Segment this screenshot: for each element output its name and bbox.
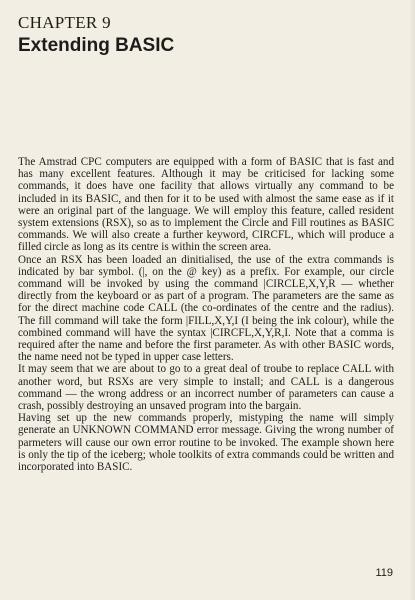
paragraph-intro: The Amstrad CPC computers are equipped with a form of BASIC that is fast and has many excellent features. Although it may be criticised for lacking some commands, it does have one facility that allows virtually any command to be included in its BASIC, and then for it to be used with almost the same ease as if it were an original part of the language. We will employ this feature, called resident system extensions (RSX), so as to implement the Circle and Fill routines as BASIC commands. We will also create a further keyword, CIRCFL, which will produce a filled circle as long as its centre is within the screen area. — [18, 156, 394, 254]
body-text — [18, 156, 394, 473]
chapter-title: Extending BASIC — [18, 35, 175, 56]
page-number: 119 — [375, 567, 393, 579]
paragraph-error-handling: Having set up the new commands properly, mistyping the name will simply generate an UNKNOWN COMMAND error message. Giving the wrong number of parmeters will cause our own error routine to be invoked. The example shown here is only the tip of the iceberg; whole toolkits of extra commands could be written and incorporated into BASIC. — [18, 412, 394, 474]
chapter-label: CHAPTER 9 — [18, 13, 111, 32]
page-edge-shadow — [409, 0, 415, 600]
paragraph-call-danger: It may seem that we are about to go to a great deal of troube to replace CALL with another word, but RSXs are very simple to install; and CALL is a dangerous command — the wrong address or an incorrect number of parameters can cause a crash, possibly destroying an unsaved program into the bargain. — [18, 363, 394, 413]
paragraph-rsx-usage: Once an RSX has been loaded an dinitialised, the use of the extra commands is indicated by bar symbol. (|, on the @ key) as a prefix. For example, our circle command will be invoked by using the command |CIRCLE,X,Y,R — whether directly from the keyboard or as part of a program. The parameters are the same as for the direct machine code CALL (the co-ordinates of the centre and the radius). The fill command will take the form |FILL,X,Y,I (I being the ink colour), while the combined command will have the syntax |CIRCFL,X,Y,R,I. Note that a comma is required after the name and before the first parameter. As with other BASIC words, the name need not be typed in upper case letters. — [18, 253, 394, 364]
